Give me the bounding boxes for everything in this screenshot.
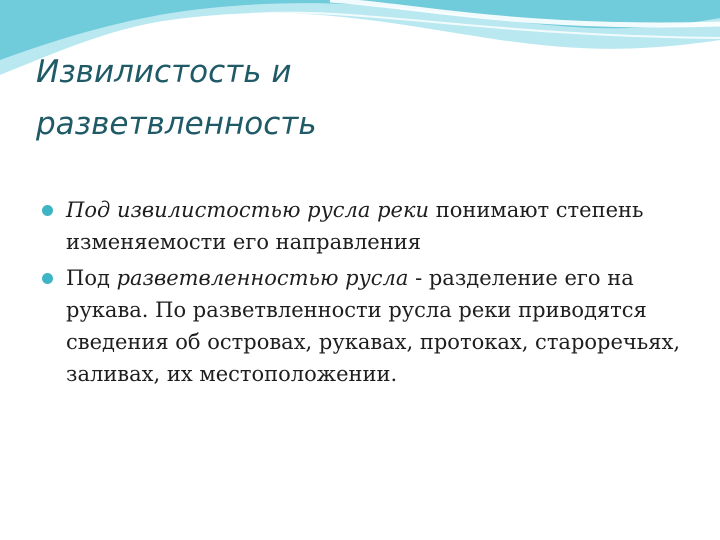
bullet-1-text: понимают степень изменяемости его направления: [66, 198, 644, 254]
bullet-list: [42, 194, 692, 394]
title-line-2: разветвленность: [36, 106, 317, 142]
bullet-dot-icon: [42, 273, 53, 284]
bullet-2-lead: Под: [66, 266, 117, 290]
bullet-item-2: [42, 262, 692, 390]
bullet-1-italic: Под извилистостью русла реки: [66, 198, 430, 222]
bullet-dot-icon: [42, 205, 53, 216]
title-line-1: Извилистость и: [36, 54, 292, 90]
slide-title: [36, 46, 636, 150]
bullet-2-italic: разветвленностью русла: [116, 266, 409, 290]
bullet-2-text: - разделение его на рукава. По разветвленности русла реки приводятся сведения об островах, рукавах, протоках, староречьях, заливах, их местоположении.: [66, 266, 680, 386]
bullet-item-1: [42, 194, 692, 258]
